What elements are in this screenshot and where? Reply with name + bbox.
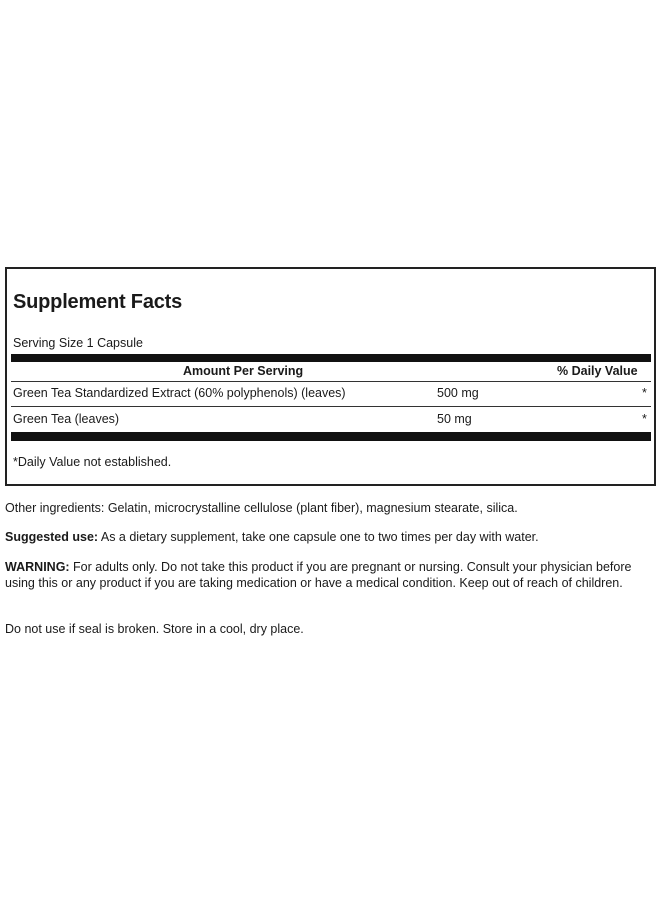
other-ingredients: Other ingredients: Gelatin, microcrystalline cellulose (plant fiber), magnesium stearate, silica. <box>5 501 518 515</box>
warning-label: WARNING: <box>5 560 70 574</box>
supplement-facts-panel <box>5 267 656 486</box>
ingredient-name: Green Tea (leaves) <box>13 412 120 426</box>
daily-value-footnote: *Daily Value not established. <box>13 455 172 469</box>
warning-text: For adults only. Do not take this product if you are pregnant or nursing. Consult your physician before using this or any product if you are taking medication or have a medical condition. Keep out of reach of children. <box>5 560 632 590</box>
warning <box>5 560 653 591</box>
ingredient-daily-value: * <box>642 412 647 426</box>
ingredient-amount: 50 mg <box>437 412 472 426</box>
ingredient-daily-value: * <box>642 386 647 400</box>
thick-divider-top <box>11 354 651 362</box>
daily-value-header: % Daily Value <box>557 364 638 378</box>
storage-instructions: Do not use if seal is broken. Store in a cool, dry place. <box>5 622 304 636</box>
thin-divider <box>11 381 651 382</box>
serving-size: Serving Size 1 Capsule <box>13 336 143 350</box>
amount-per-serving-header: Amount Per Serving <box>183 364 304 378</box>
suggested-use <box>5 530 653 546</box>
suggested-use-label: Suggested use: <box>5 530 99 544</box>
thin-divider <box>11 406 651 407</box>
ingredient-amount: 500 mg <box>437 386 479 400</box>
thick-divider-bottom <box>11 432 651 441</box>
suggested-use-text: As a dietary supplement, take one capsule one to two times per day with water. <box>98 530 539 544</box>
supplement-facts-title: Supplement Facts <box>13 291 183 313</box>
ingredient-name: Green Tea Standardized Extract (60% polyphenols) (leaves) <box>13 386 346 400</box>
